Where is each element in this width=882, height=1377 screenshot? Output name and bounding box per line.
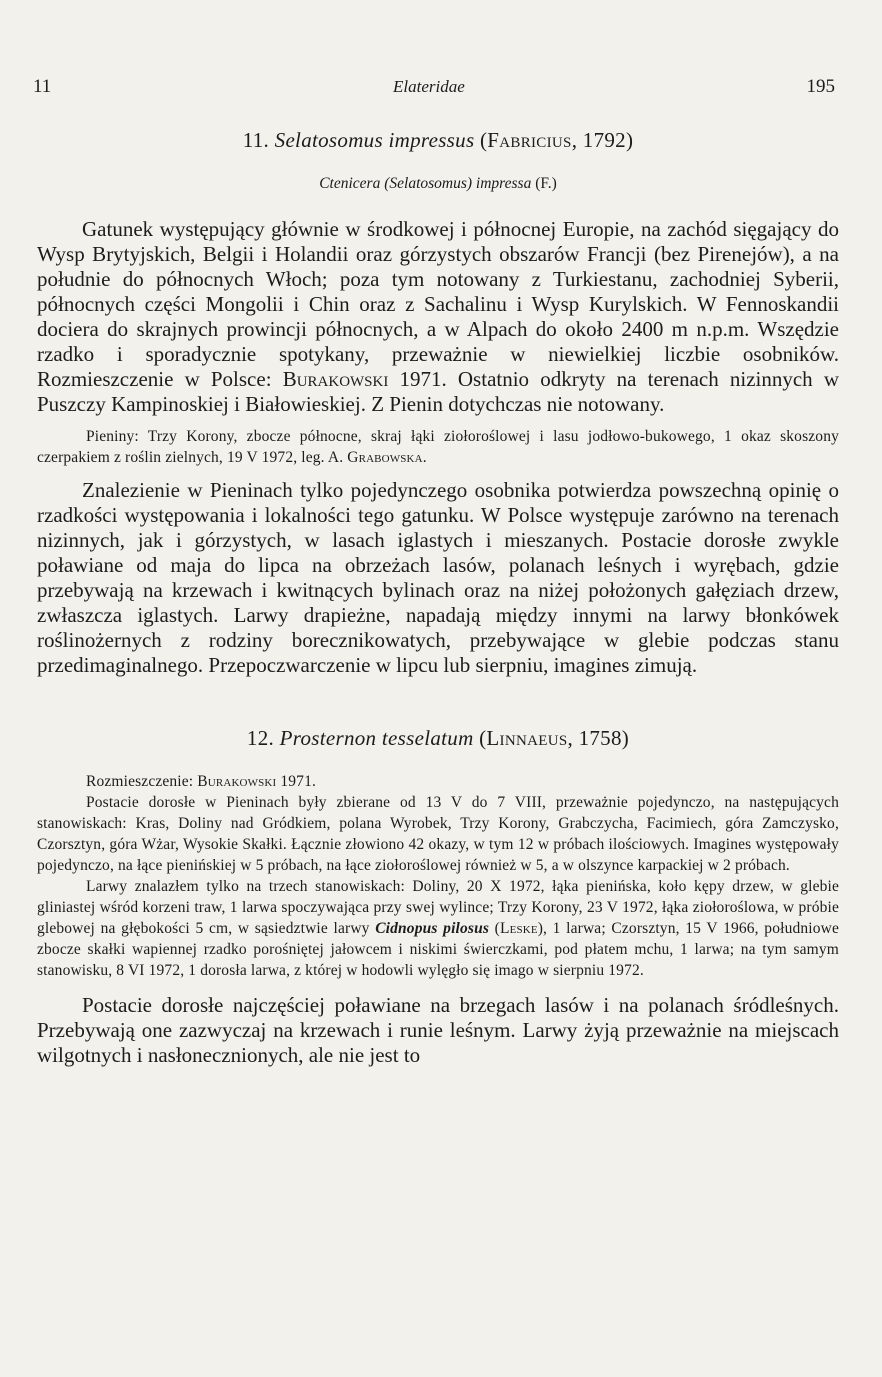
adults-paragraph: Postacie dorosłe w Pieninach były zbierane od 13 V do 7 VIII, przeważnie pojedynczo, na następujących stanowiskach: Kras, Doliny nad Gródkiem, polana Wyrobek, Trzy Korony, Grabczycha, Facimiech, góra Zamczysko, Czorsztyn, góra Wżar, Wysokie Skałki. Łącznie złowiono 42 okazy, w tym 12 w próbach ilościowych. Imagines występowały pojedynczo, na łące pienińskiej w 5 próbach, na łące ziołoroślowej również w 5, a w olszynce karpackiej w 2 próbach. [37, 794, 839, 874]
running-head [33, 76, 835, 98]
species-author: Linnaeus [486, 726, 568, 750]
species-author: Fabricius [487, 128, 572, 152]
chapter-number: 11 [33, 76, 52, 97]
text-run: 1971. [276, 773, 316, 790]
synonym-genus: Ctenicera [319, 175, 381, 192]
family-title: Elateridae [393, 77, 465, 96]
species-heading-11 [37, 128, 839, 153]
text-run: Gatunek występujący głównie w środkowej i północnej Europie, na zachód sięgający do Wysp Brytyjskich, Belgii i Holandii oraz górzystych obszarów Francji (bez Pirenejów), a na południe do północnych Włoch; poza tym notowany z Turkiestanu, zachodniej Syberii, północnych części Mongolii i Chin oraz z Sachalinu i Wysp Kurylskich. W Fennoskandii dociera do skrajnych prowincji północnych, a w Alpach do około 2400 m n.p.m. Wszędzie rzadko i sporadycznie spotykany, przeważnie w niewielkiej liczbie osobników. Rozmieszczenie w Polsce: [37, 217, 839, 391]
reference-author: Burakowski [197, 773, 277, 790]
synonym-author: (F.) [535, 175, 557, 192]
distribution-paragraph [37, 217, 839, 417]
species-name: Cidnopus pilosus [375, 920, 490, 937]
text-run: ( [489, 920, 500, 937]
species-year: , 1792) [571, 128, 634, 152]
species-name: Prosternon tesselatum [279, 726, 474, 750]
page-content [37, 128, 839, 1068]
species-number: 12. [246, 726, 275, 750]
reference-author: Burakowski [282, 367, 389, 391]
collector-name: Grabowska [347, 449, 423, 466]
author-paren: ( [479, 726, 487, 750]
author-paren: ( [479, 128, 488, 152]
text-run: Rozmieszczenie: [86, 773, 198, 790]
species-name: Selatosomus impressus [274, 128, 475, 152]
synonym-line [37, 175, 839, 193]
text-run: ), 1 larwa; Czorsztyn, 15 V 1966, południowe zbocze skałki wapiennej rzadko porośniętej jałowcem i niskimi świerczkami, pod płatem mchu, 1 larwa; na tym samym stanowisku, 8 VI 1972, 1 dorosła larwa, z której w hodowli wylęgło się imago w sierpniu 1972. [37, 920, 839, 979]
record-paragraph [37, 426, 839, 468]
text-run: Larwy znalazłem tylko na trzech stanowiskach: Doliny, 20 X 1972, łąka pienińska, koło kępy drzew, w glebie gliniastej wśród korzeni traw, 1 larwa spoczywająca przy swej wylince; Trzy Korony, 23 V 1972, łąka ziołoroślowa, w próbie glebowej na głębokości 5 cm, w sąsiedztwie larwy [37, 878, 839, 937]
text-run: 1971. Ostatnio odkryty na terenach nizinnych w Puszczy Kampinoskiej i Białowieskiej. Z Pienin dotychczas nie notowany. [37, 367, 839, 416]
synonym-species: impressa [475, 175, 532, 192]
synonym-subgenus: (Selatosomus) [384, 175, 473, 192]
reference-author: Leske [499, 920, 538, 937]
species-year: , 1758) [567, 726, 630, 750]
distribution-line [37, 771, 839, 792]
final-paragraph: Postacie dorosłe najczęściej poławiane na brzegach lasów i na polanach śródleśnych. Przebywają one zazwyczaj na krzewach i runie leśnym. Larwy żyją przeważnie na miejscach wilgotnych i nasłonecznionych, ale nie jest to [37, 993, 839, 1067]
page-number: 195 [806, 76, 835, 97]
species-number: 11. [242, 128, 270, 152]
discussion-paragraph: Znalezienie w Pieninach tylko pojedynczego osobnika potwierdza powszechną opinię o rzadkości występowania i lokalności tego gatunku. W Polsce występuje zarówno na terenach nizinnych, jak i górzystych, w lasach iglastych i mieszanych. Postacie dorosłe zwykle poławiane od maja do lipca na obrzeżach lasów, polanach leśnych i wyrębach, gdzie przebywają na krzewach i kwitnących bylinach oraz na niżej położonych gałęziach drzew, zwłaszcza iglastych. Larwy drapieżne, napadają między innymi na larwy błonkówek roślinożernych z rodziny borecznikowatych, przebywające w glebie podczas stanu przedimaginalnego. Przepoczwarczenie w lipcu lub sierpniu, imagines zimują. [37, 478, 839, 677]
larvae-paragraph [37, 876, 839, 981]
text-run: . [422, 449, 427, 466]
species-heading-12 [37, 726, 839, 751]
text-run: Pieniny: Trzy Korony, zbocze północne, skraj łąki ziołoroślowej i lasu jodłowo-bukowego, 1 okaz skoszony czerpakiem z roślin zielnych, 19 V 1972, leg. A. [37, 428, 839, 466]
